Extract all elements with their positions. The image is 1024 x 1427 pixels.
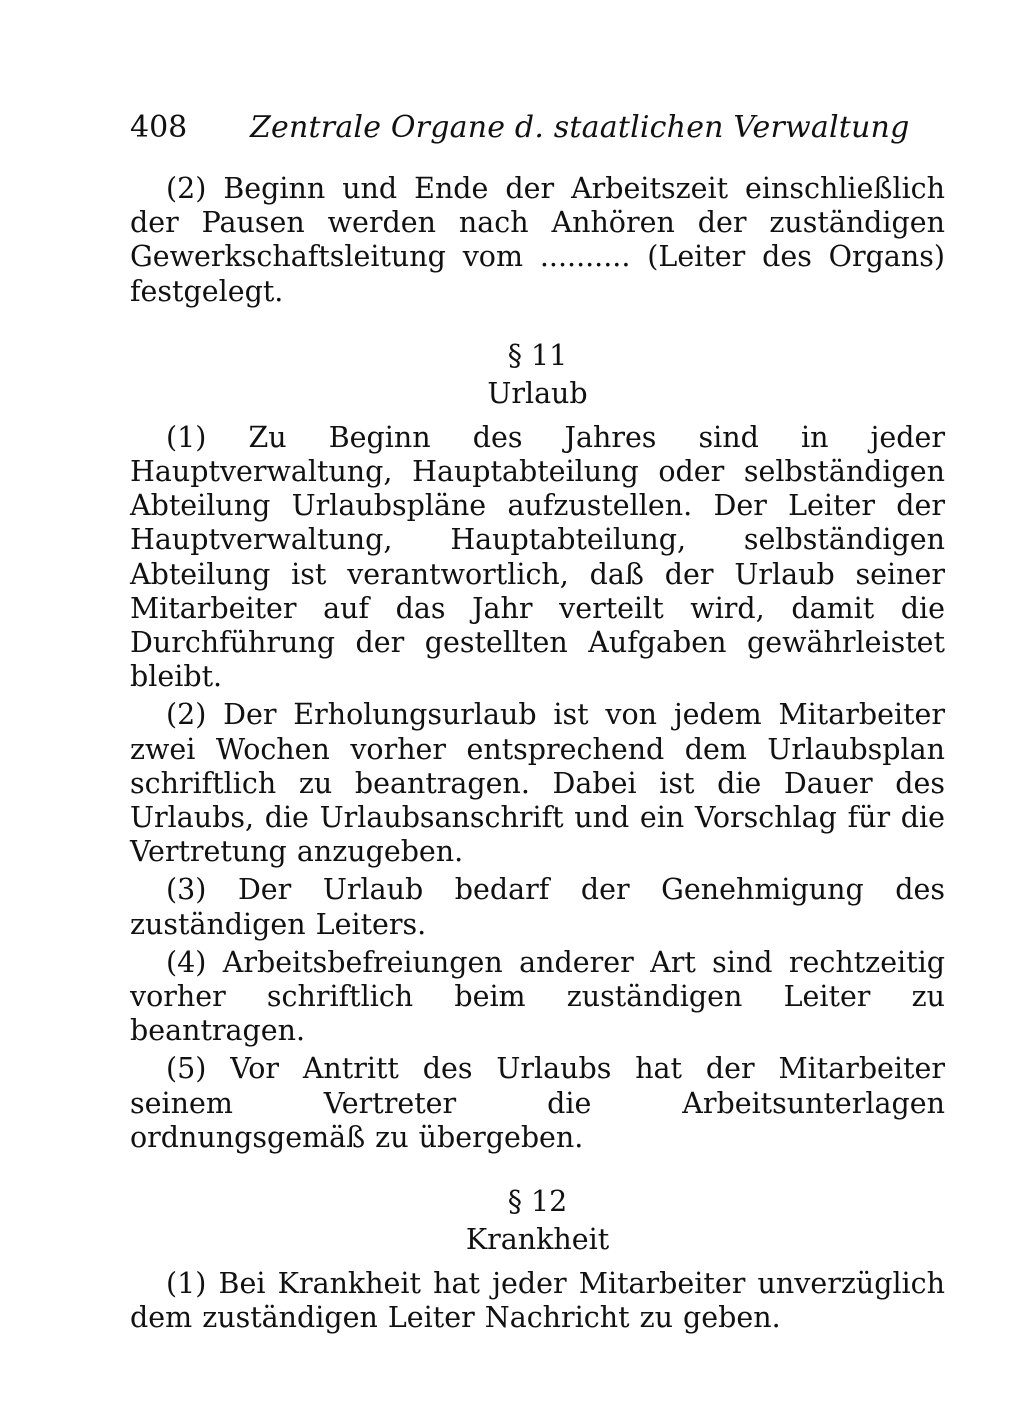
paragraph-12-1: (1) Bei Krankheit hat jeder Mitarbeiter unverzüglich dem zuständigen Leiter Nachricht zu geben. [130,1267,945,1335]
paragraph-11-2: (2) Der Erholungsurlaub ist von jedem Mitarbeiter zwei Wochen vorher entsprechend dem Urlaubsplan schriftlich zu beantragen. Dabei ist die Dauer des Urlaubs, die Urlaubsanschrift und ein Vorschlag für die Vertretung anzugeben. [130,698,945,869]
section-12-number: § 12 [507,1185,568,1219]
paragraph-11-3: (3) Der Urlaub bedarf der Genehmigung des zuständigen Leiters. [130,873,945,941]
section-12-title: Krankheit [465,1223,610,1257]
section-11-number: § 11 [507,338,568,372]
paragraph-11-4: (4) Arbeitsbefreiungen anderer Art sind rechtzeitig vorher schriftlich beim zuständigen Leiter zu beantragen. [130,945,945,1048]
running-title: Zentrale Organe d. staatlichen Verwaltung [250,110,910,145]
paragraph-11-5: (5) Vor Antritt des Urlaubs hat der Mitarbeiter seinem Vertreter die Arbeitsunterlagen ordnungsgemäß zu übergeben. [130,1052,945,1154]
document-page [130,108,945,1335]
section-11-title: Urlaub [487,376,588,410]
paragraph-11-1: (1) Zu Beginn des Jahres sind in jeder Hauptverwaltung, Hauptabteilung oder selbständigen Abteilung Urlaubspläne aufzustellen. Der Leiter der Hauptverwaltung, Hauptabteilung, selbständigen Abteilung ist verantwortlich, daß der Urlaub seiner Mitarbeiter auf das Jahr verteilt wird, damit die Durchführung der gestellten Aufgaben gewährleistet bleibt. [130,420,945,694]
page-number: 408 [130,110,188,145]
paragraph-10-2: (2) Beginn und Ende der Arbeitszeit einschließlich der Pausen werden nach Anhören der zuständigen Gewerkschaftsleitung vom .......... (Leiter des Organs) festgelegt. [130,172,945,308]
running-header [130,108,945,148]
